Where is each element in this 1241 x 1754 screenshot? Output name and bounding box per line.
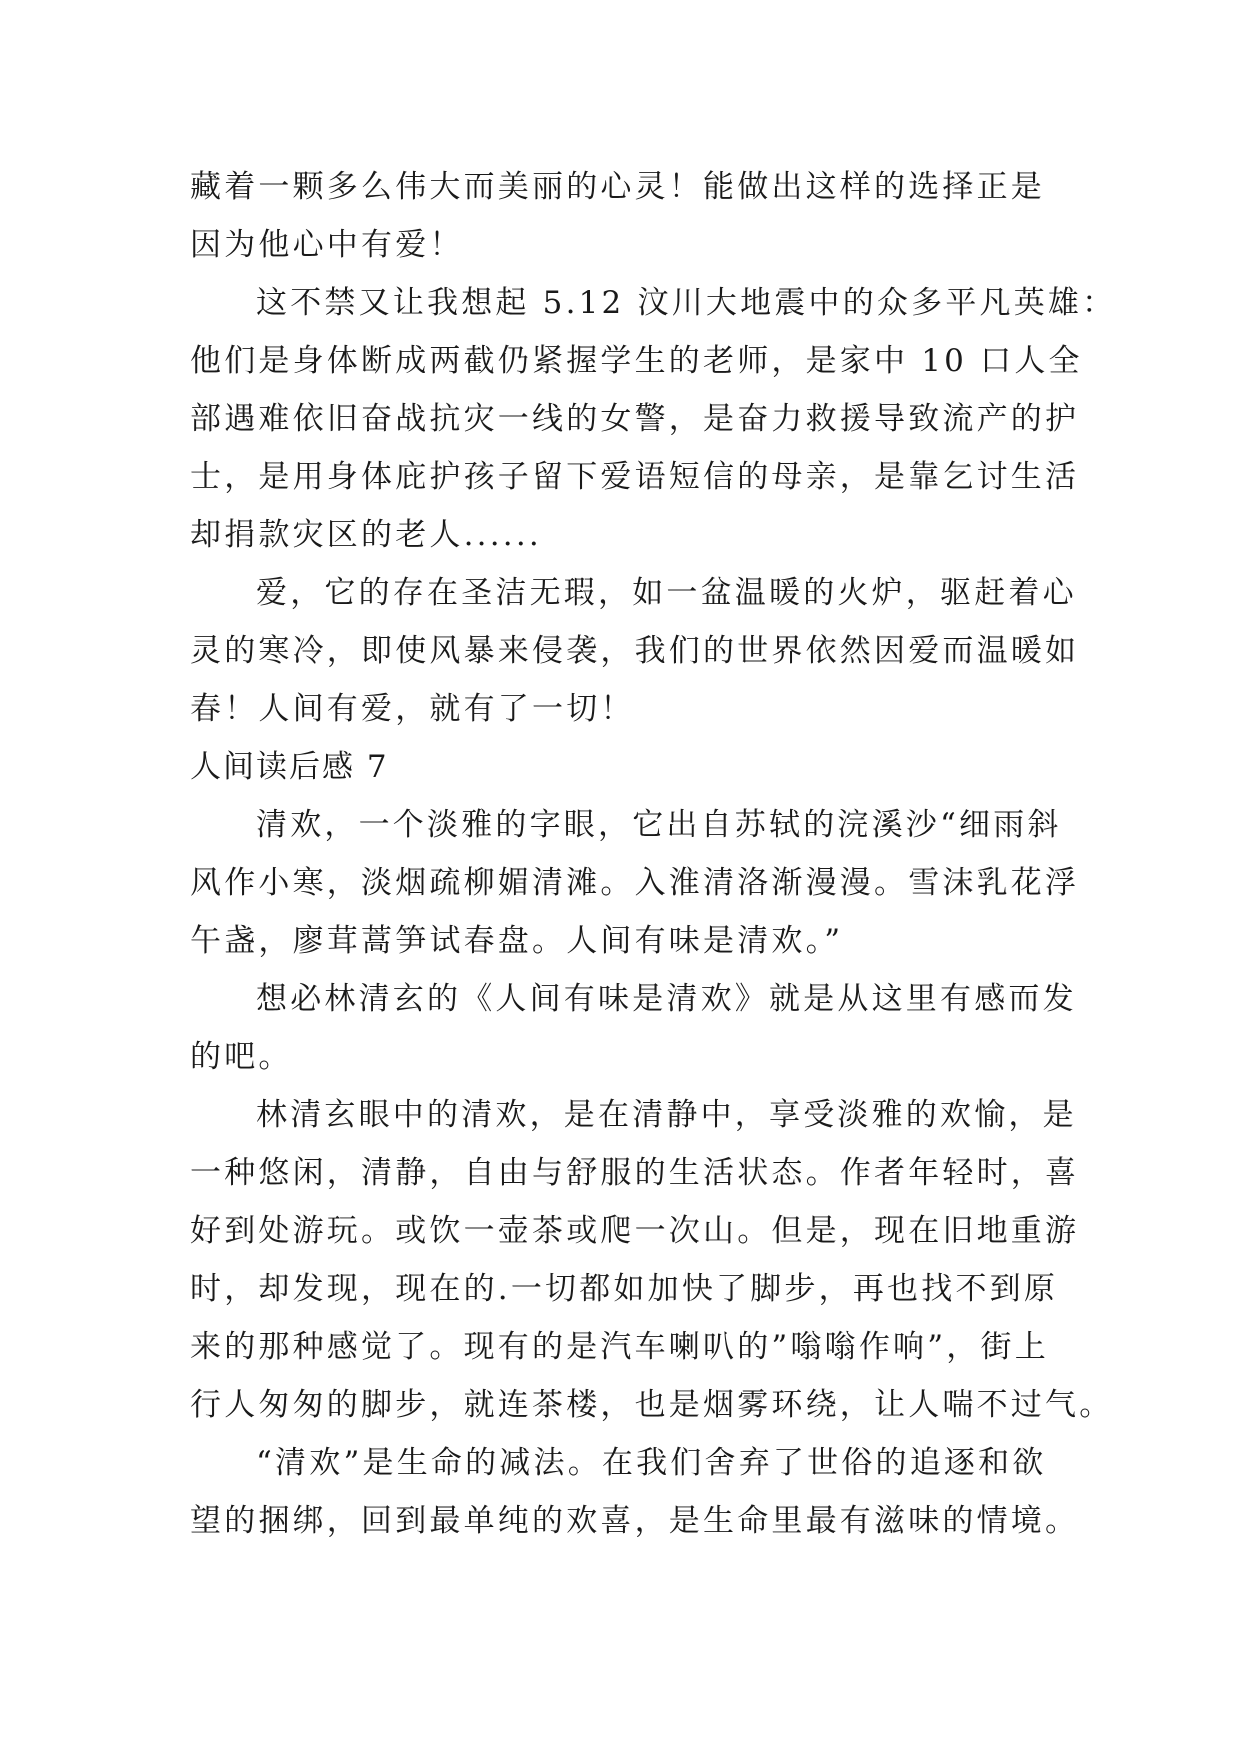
text-line: 的吧。 [190, 1039, 293, 1075]
document-body [190, 158, 1117, 1550]
text-line: 却捐款灾区的老人...... [190, 517, 542, 553]
text-line: 士，是用身体庇护孩子留下爱语短信的母亲，是靠乞讨生活 [190, 459, 1080, 495]
text-line: 这不禁又让我想起 5.12 汶川大地震中的众多平凡英雄： [256, 285, 1117, 321]
text-line: 好到处游玩。或饮一壶茶或爬一次山。但是，现在旧地重游 [190, 1213, 1080, 1249]
text-line: 清欢，一个淡雅的字眼，它出自苏轼的浣溪沙“细雨斜 [256, 807, 1062, 843]
text-line: 行人匆匆的脚步，就连茶楼，也是烟雾环绕，让人喘不过气。 [190, 1387, 1114, 1423]
text-line: 一种悠闲，清静，自由与舒服的生活状态。作者年轻时，喜 [190, 1155, 1080, 1191]
text-line: 来的那种感觉了。现有的是汽车喇叭的”嗡嗡作响”，街上 [190, 1329, 1049, 1365]
text-line: 藏着一颗多么伟大而美丽的心灵！能做出这样的选择正是 [190, 169, 1045, 205]
text-line: 他们是身体断成两截仍紧握学生的老师，是家中 10 口人全 [190, 343, 1083, 379]
text-line: 午盏，廖茸蒿笋试春盘。人间有味是清欢。” [190, 923, 844, 959]
text-line: “清欢”是生命的减法。在我们舍弃了世俗的追逐和欲 [256, 1445, 1047, 1481]
text-line: 想必林清玄的《人间有味是清欢》就是从这里有感而发 [256, 981, 1077, 1017]
text-line: 林清玄眼中的清欢，是在清静中，享受淡雅的欢愉，是 [256, 1097, 1077, 1133]
text-line: 望的捆绑，回到最单纯的欢喜，是生命里最有滋味的情境。 [190, 1503, 1080, 1539]
text-line: 因为他心中有爱！ [190, 227, 464, 263]
text-line: 风作小寒，淡烟疏柳媚清滩。入淮清洛渐漫漫。雪沫乳花浮 [190, 865, 1080, 901]
text-line: 爱，它的存在圣洁无瑕，如一盆温暖的火炉，驱赶着心 [256, 575, 1077, 611]
section-heading: 人间读后感 7 [190, 749, 389, 785]
text-line: 部遇难依旧奋战抗灾一线的女警，是奋力救援导致流产的护 [190, 401, 1080, 437]
text-line: 时，却发现，现在的.一切都如加快了脚步，再也找不到原 [190, 1271, 1059, 1307]
text-line: 春！人间有爱，就有了一切！ [190, 691, 635, 727]
text-line: 灵的寒冷，即使风暴来侵袭，我们的世界依然因爱而温暖如 [190, 633, 1080, 669]
